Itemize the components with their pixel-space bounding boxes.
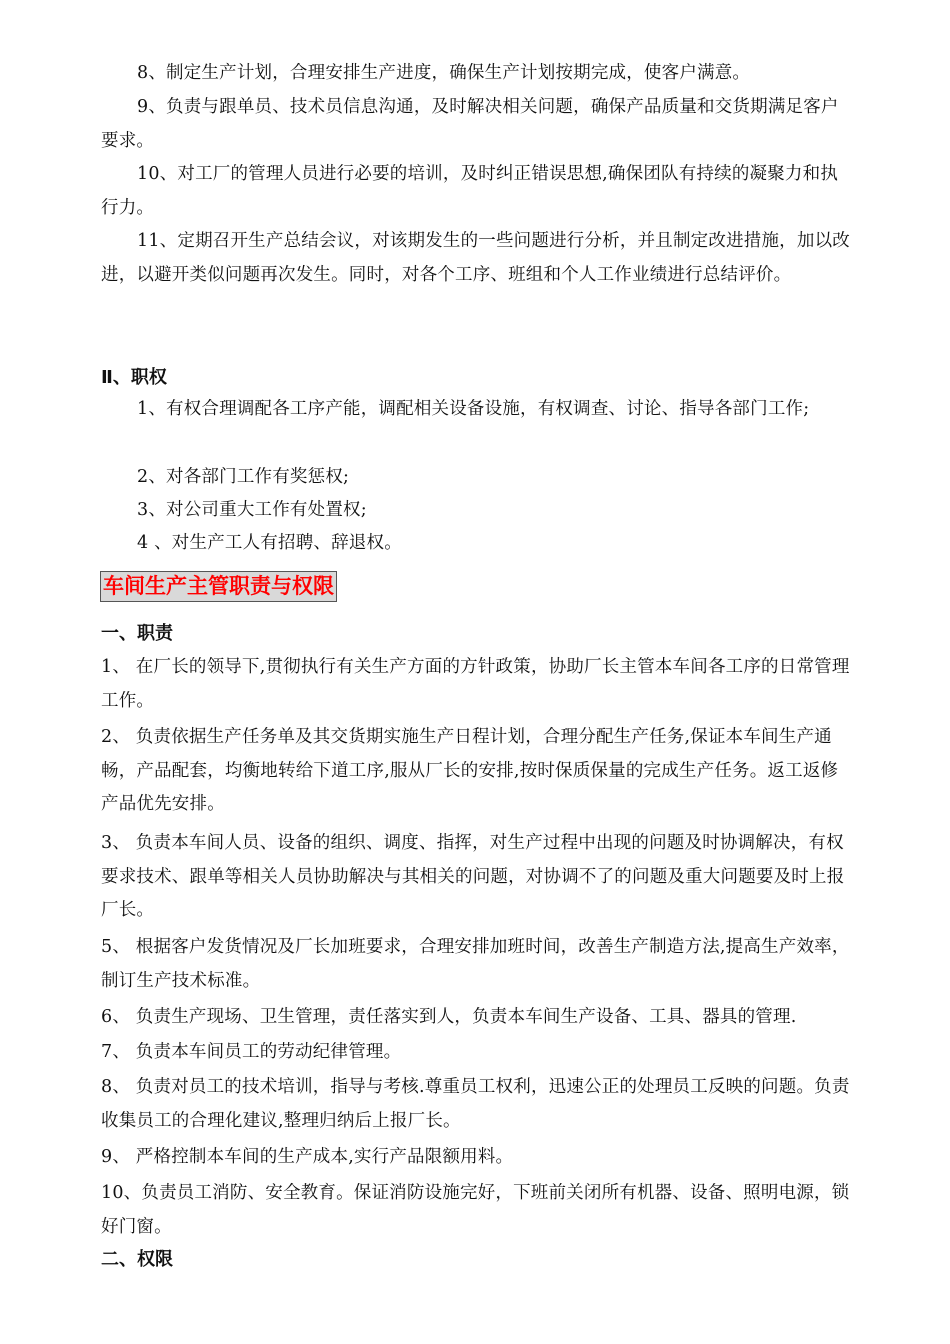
- workshop-duty-2: 2、 负责依据生产任务单及其交货期实施生产日程计划，合理分配生产任务,保证本车间生产通畅，产品配套，均衡地转给下道工序,服从厂长的安排,按时保质保量的完成生产任务。返工返修产品优先安排。: [101, 727, 839, 814]
- authority-item-2: 2、对各部门工作有奖惩权;: [137, 467, 350, 487]
- workshop-duty-3: 3、 负责本车间人员、设备的组织、调度、指挥，对生产过程中出现的问题及时协调解决，有权要求技术、跟单等相关人员协助解决与其相关的问题，对协调不了的问题及重大问题要及时上报厂长。: [101, 833, 845, 920]
- workshop-duty-7: 7、 负责本车间员工的劳动纪律管理。: [101, 1042, 402, 1062]
- workshop-duty-1: 1、 在厂长的领导下,贯彻执行有关生产方面的方针政策，协助厂长主管本车间各工序的日常管理工作。: [101, 657, 850, 711]
- authority-item-4: 4 、对生产工人有招聘、辞退权。: [137, 533, 402, 553]
- workshop-section-title: 车间生产主管职责与权限: [100, 571, 337, 602]
- duty-item-9: 9、负责与跟单员、技术员信息沟通，及时解决相关问题，确保产品质量和交货期满足客户要求。: [101, 97, 839, 151]
- duty-item-10: 10、对工厂的管理人员进行必要的培训，及时纠正错误思想,确保团队有持续的凝聚力和执行力。: [101, 164, 839, 218]
- workshop-duty-8: 8、 负责对员工的技术培训，指导与考核.尊重员工权利，迅速公正的处理员工反映的问题。负责收集员工的合理化建议,整理归纳后上报厂长。: [101, 1077, 850, 1131]
- workshop-duty-10: 10、负责员工消防、安全教育。保证消防设施完好，下班前关闭所有机器、设备、照明电源，锁好门窗。: [101, 1183, 850, 1237]
- authority-heading: Ⅱ、职权: [101, 367, 167, 388]
- duty-item-8: 8、制定生产计划，合理安排生产进度，确保生产计划按期完成，使客户满意。: [137, 63, 751, 83]
- authority-item-3: 3、对公司重大工作有处置权;: [137, 500, 367, 520]
- workshop-duty-5: 5、 根据客户发货情况及厂长加班要求，合理安排加班时间，改善生产制造方法,提高生产效率，制订生产技术标准。: [101, 937, 850, 991]
- workshop-rights-heading: 二、权限: [101, 1249, 173, 1270]
- duty-item-11: 11、定期召开生产总结会议，对该期发生的一些问题进行分析，并且制定改进措施，加以改进，以避开类似问题再次发生。同时，对各个工序、班组和个人工作业绩进行总结评价。: [101, 231, 850, 285]
- workshop-duty-6: 6、 负责生产现场、卫生管理，责任落实到人，负责本车间生产设备、工具、器具的管理.: [101, 1007, 797, 1027]
- workshop-duty-9: 9、 严格控制本车间的生产成本,实行产品限额用料。: [101, 1147, 514, 1167]
- authority-item-1: 1、有权合理调配各工序产能，调配相关设备设施，有权调查、讨论、指导各部门工作;: [137, 399, 810, 419]
- workshop-duties-heading: 一、职责: [101, 623, 173, 644]
